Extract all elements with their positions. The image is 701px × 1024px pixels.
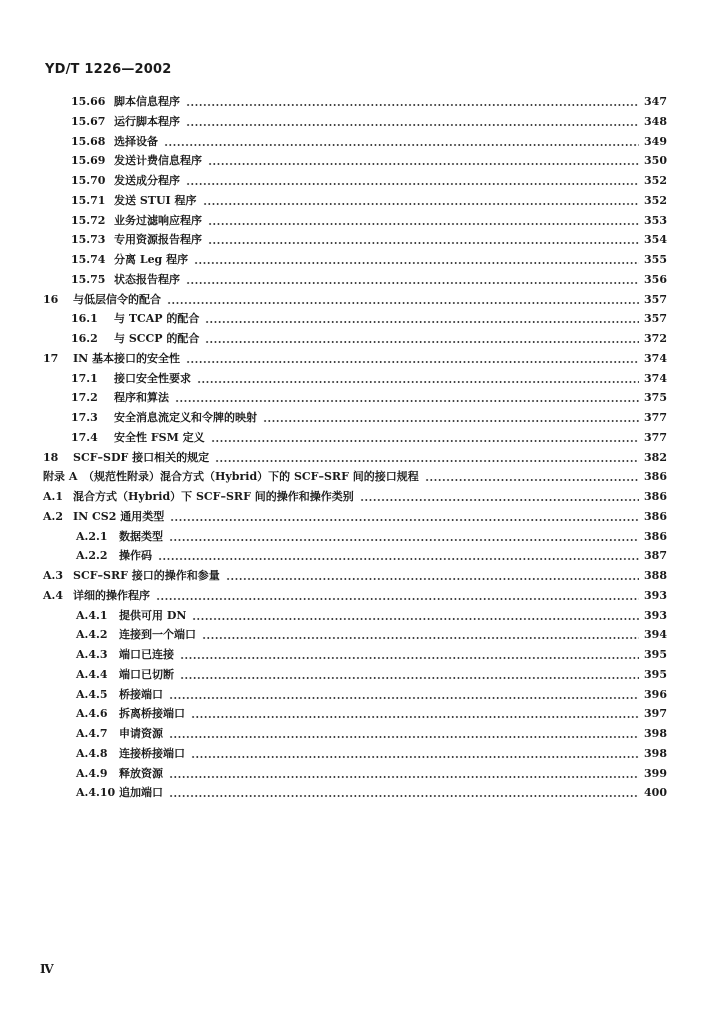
toc-entry-number: 15.66: [71, 95, 106, 108]
toc-entry-page: 347: [644, 95, 667, 108]
dot-leader: [208, 211, 639, 231]
toc-entry-page: 349: [644, 134, 667, 148]
toc-entry: [0, 625, 701, 645]
toc-entry-title: 程序和算法: [114, 391, 169, 405]
toc-entry-page: 395: [644, 667, 667, 681]
toc-entry: [0, 191, 701, 211]
toc-entry-number: A.4.5: [76, 687, 108, 701]
toc-entry-number: A.4.1: [76, 608, 108, 622]
toc-entry-title: 桥接端口: [119, 687, 163, 701]
toc-entry-title: 端口已切断: [119, 667, 174, 681]
toc-entry-title: 发送 STUI 程序: [114, 193, 197, 207]
dot-leader: [186, 349, 639, 369]
toc-entry: [0, 783, 701, 803]
toc-entry: [0, 151, 701, 171]
dot-leader: [226, 566, 639, 586]
toc-entry: [0, 369, 701, 389]
toc-entry-title: 混合方式（Hybrid）下 SCF–SRF 间的操作和操作类别: [73, 490, 354, 503]
toc-entry-title: 专用资源报告程序: [114, 233, 202, 247]
toc-entry-page: 400: [644, 786, 667, 800]
toc-entry-page: 352: [644, 174, 667, 187]
dot-leader: [215, 448, 639, 468]
dot-leader: [360, 487, 639, 507]
toc-entry: [0, 685, 701, 705]
toc-entry-number: 16.2: [71, 332, 98, 345]
toc-entry: [0, 171, 701, 191]
toc-entry: [0, 92, 701, 112]
toc-entry-page: 386: [644, 490, 667, 503]
toc-entry-number: 15.73: [71, 233, 106, 247]
toc-entry: [0, 290, 701, 310]
dot-leader: [175, 388, 639, 408]
toc-entry-page: 357: [644, 292, 667, 306]
toc-entry-number: A.4.6: [76, 707, 108, 721]
toc-entry-title: 操作码: [119, 549, 152, 563]
toc-entry-title: 选择设备: [114, 134, 158, 148]
toc-entry: [0, 211, 701, 231]
toc-entry-number: 17: [43, 351, 59, 365]
toc-entry: [0, 764, 701, 784]
dot-leader: [425, 467, 639, 487]
toc-entry: [0, 448, 701, 468]
toc-entry-number: A.4.2: [76, 628, 108, 642]
toc-entry-number: A.2.2: [76, 549, 108, 563]
toc-entry-page: 388: [644, 569, 667, 582]
toc-entry-number: 17.1: [71, 371, 98, 385]
toc-entry-page: 353: [644, 213, 667, 227]
toc-entry-page: 394: [644, 628, 667, 642]
toc-entry-page: 397: [644, 707, 667, 721]
dot-leader: [156, 586, 639, 606]
toc-entry-title: 接口安全性要求: [114, 371, 191, 385]
toc-entry: [0, 527, 701, 547]
toc-entry: [0, 309, 701, 329]
toc-entry-page: 377: [644, 411, 667, 424]
toc-entry-number: 16.1: [71, 312, 98, 326]
toc-entry-number: 15.68: [71, 134, 106, 148]
dot-leader: [211, 428, 639, 448]
table-of-contents: [0, 92, 701, 803]
dot-leader: [208, 151, 639, 171]
toc-entry-number: A.1: [43, 490, 64, 503]
toc-entry-page: 398: [644, 746, 667, 760]
toc-entry-title: 端口已连接: [119, 648, 174, 661]
toc-entry-title: 与 TCAP 的配合: [114, 312, 200, 326]
toc-entry-number: A.4.9: [76, 766, 108, 780]
toc-entry-number: 15.74: [71, 253, 106, 266]
toc-entry-number: A.3: [43, 569, 64, 582]
toc-entry-number: 17.3: [71, 411, 98, 424]
dot-leader: [191, 704, 639, 724]
toc-entry-number: A.2.1: [76, 529, 108, 543]
toc-entry-title: SCF–SRF 接口的操作和参量: [73, 569, 220, 582]
toc-entry-title: 安全性 FSM 定义: [114, 430, 205, 444]
toc-entry-page: 396: [644, 687, 667, 701]
toc-entry-page: 386: [644, 529, 667, 543]
toc-entry: [0, 704, 701, 724]
toc-entry-title: 运行脚本程序: [114, 114, 180, 128]
toc-entry-page: 382: [644, 450, 667, 464]
dot-leader: [186, 270, 639, 290]
toc-entry-number: 17.2: [71, 391, 98, 405]
toc-entry-title: 拆离桥接端口: [119, 707, 185, 721]
toc-entry-title: 业务过滤响应程序: [114, 213, 202, 227]
toc-entry: [0, 467, 701, 487]
dot-leader: [205, 329, 639, 349]
toc-entry-page: 374: [644, 351, 667, 365]
toc-entry-title: 连接到一个端口: [119, 628, 196, 642]
toc-entry: [0, 250, 701, 270]
toc-entry: [0, 230, 701, 250]
toc-entry-number: 15.75: [71, 272, 106, 286]
toc-entry-number: A.2: [43, 509, 64, 523]
dot-leader: [192, 606, 639, 626]
toc-entry-page: 352: [644, 193, 667, 207]
toc-entry-number: 18: [43, 450, 59, 464]
dot-leader: [180, 645, 639, 665]
dot-leader: [203, 191, 639, 211]
dot-leader: [205, 309, 639, 329]
dot-leader: [170, 507, 639, 527]
toc-entry-title: 申请资源: [119, 727, 163, 740]
toc-entry: [0, 132, 701, 152]
toc-entry-number: A.4.3: [76, 648, 108, 661]
toc-entry: [0, 388, 701, 408]
dot-leader: [158, 546, 639, 566]
toc-entry: [0, 408, 701, 428]
dot-leader: [208, 230, 639, 250]
toc-entry-title: 连接桥接端口: [119, 746, 185, 760]
toc-entry-number: A.4: [43, 588, 64, 602]
toc-entry-page: 356: [644, 272, 667, 286]
toc-entry-title: IN CS2 通用类型: [73, 509, 165, 523]
toc-entry-title: （规范性附录）混合方式（Hybrid）下的 SCF–SRF 间的接口规程: [83, 470, 419, 484]
toc-entry-number: 15.72: [71, 213, 106, 227]
document-code: YD/T 1226—2002: [45, 62, 172, 77]
toc-entry-number: 附录 A: [43, 470, 78, 484]
toc-entry: [0, 546, 701, 566]
toc-entry-number: 15.71: [71, 193, 106, 207]
dot-leader: [186, 171, 639, 191]
toc-entry-page: 386: [644, 470, 667, 484]
toc-entry-number: A.4.7: [76, 727, 108, 740]
toc-entry: [0, 586, 701, 606]
dot-leader: [186, 92, 639, 112]
toc-entry: [0, 724, 701, 744]
toc-entry-title: 发送计费信息程序: [114, 154, 202, 168]
toc-entry-page: 386: [644, 509, 667, 523]
toc-entry-title: 提供可用 DN: [119, 608, 187, 622]
toc-entry-title: 与低层信令的配合: [73, 292, 161, 306]
toc-entry-title: 发送成分程序: [114, 174, 180, 187]
toc-entry-number: 16: [43, 292, 59, 306]
dot-leader: [164, 132, 639, 152]
toc-entry-page: 375: [644, 391, 667, 405]
toc-entry-number: A.4.10: [76, 786, 116, 800]
toc-entry-number: 15.69: [71, 154, 106, 168]
dot-leader: [263, 408, 639, 428]
toc-entry-number: 15.70: [71, 174, 106, 187]
dot-leader: [197, 369, 639, 389]
toc-entry-number: 17.4: [71, 430, 98, 444]
dot-leader: [169, 783, 639, 803]
dot-leader: [169, 724, 639, 744]
toc-entry-number: 15.67: [71, 114, 106, 128]
dot-leader: [202, 625, 639, 645]
toc-entry: [0, 665, 701, 685]
toc-entry-number: A.4.4: [76, 667, 108, 681]
dot-leader: [186, 112, 639, 132]
toc-entry-page: 374: [644, 371, 667, 385]
dot-leader: [169, 764, 639, 784]
toc-entry-title: 脚本信息程序: [114, 95, 180, 108]
toc-entry: [0, 606, 701, 626]
toc-entry-title: IN 基本接口的安全性: [73, 351, 181, 365]
toc-entry-title: 状态报告程序: [114, 272, 180, 286]
toc-entry-page: 387: [644, 549, 667, 563]
toc-entry-page: 354: [644, 233, 667, 247]
toc-entry: [0, 112, 701, 132]
toc-entry-number: A.4.8: [76, 746, 108, 760]
toc-entry-title: 数据类型: [119, 529, 163, 543]
toc-entry-title: 与 SCCP 的配合: [114, 332, 200, 345]
toc-entry: [0, 349, 701, 369]
toc-entry: [0, 645, 701, 665]
toc-entry-title: 安全消息流定义和令牌的映射: [114, 411, 257, 424]
dot-leader: [194, 250, 639, 270]
toc-entry-title: 分离 Leg 程序: [114, 253, 189, 266]
toc-entry-title: 追加端口: [119, 786, 163, 800]
toc-entry: [0, 329, 701, 349]
dot-leader: [167, 290, 639, 310]
toc-entry-page: 355: [644, 253, 667, 266]
toc-entry: [0, 566, 701, 586]
toc-entry-page: 393: [644, 588, 667, 602]
toc-entry-page: 395: [644, 648, 667, 661]
toc-entry: [0, 270, 701, 290]
toc-entry-title: 释放资源: [119, 766, 163, 780]
dot-leader: [191, 744, 639, 764]
toc-entry-page: 377: [644, 430, 667, 444]
toc-entry-page: 399: [644, 766, 667, 780]
toc-entry-page: 398: [644, 727, 667, 740]
toc-entry-title: SCF–SDF 接口相关的规定: [73, 450, 210, 464]
toc-entry-page: 393: [644, 608, 667, 622]
toc-entry: [0, 428, 701, 448]
toc-entry-page: 357: [644, 312, 667, 326]
toc-entry: [0, 487, 701, 507]
page-number: Ⅳ: [40, 962, 54, 976]
toc-entry-page: 350: [644, 154, 667, 168]
toc-entry-page: 372: [644, 332, 667, 345]
toc-entry: [0, 507, 701, 527]
dot-leader: [169, 527, 639, 547]
dot-leader: [180, 665, 639, 685]
toc-entry: [0, 744, 701, 764]
dot-leader: [169, 685, 639, 705]
toc-entry-title: 详细的操作程序: [73, 588, 150, 602]
toc-entry-page: 348: [644, 114, 667, 128]
